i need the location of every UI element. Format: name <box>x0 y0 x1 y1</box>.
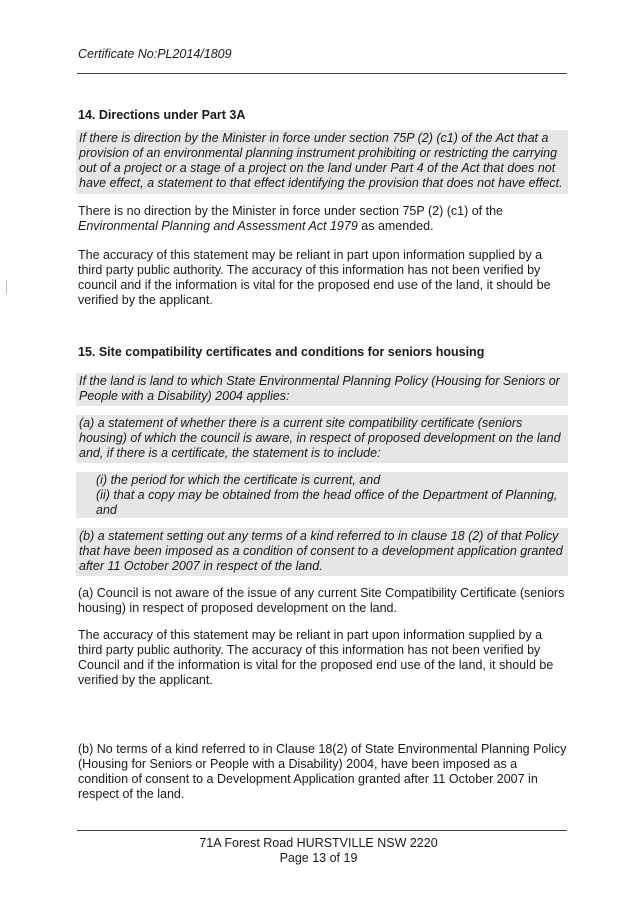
certificate-number: Certificate No:PL2014/1809 <box>78 47 232 61</box>
section-14-title: 14. Directions under Part 3A <box>78 108 246 122</box>
footer-rule <box>77 830 567 831</box>
scan-margin-mark <box>6 280 7 294</box>
section-14-accuracy-note: The accuracy of this statement may be reliant in part upon information supplied by a third party public authority. The accuracy of this information has not been verified by council and if the information is vital for the proposed end use of the land, it should be verified by the applicant. <box>78 248 551 307</box>
page-number: Page 13 of 19 <box>279 851 358 865</box>
header-rule <box>77 73 567 74</box>
statement-end: as amended. <box>357 219 434 233</box>
section-15-requirement-items: (i) the period for which the certificate is current, and (ii) that a copy may be obtained from the head office of the Department of Planning, and <box>76 472 568 518</box>
section-15-intro: If the land is land to which State Environmental Planning Policy (Housing for Seniors or People with a Disability) 2004 applies: <box>76 373 568 406</box>
footer-address: 71A Forest Road HURSTVILLE NSW 2220 <box>199 836 438 850</box>
section-14-statement <box>78 204 568 234</box>
statement-text: There is no direction by the Minister in force under section 75P (2) (c1) of the <box>78 204 503 218</box>
section-15-response-b: (b) No terms of a kind referred to in Clause 18(2) of State Environmental Planning Policy (Housing for Seniors or People with a Disability) 2004, have been imposed as a condition of consent to a Development Application granted after 11 October 2007 in respect of the land. <box>78 742 567 801</box>
section-15-accuracy-note: The accuracy of this statement may be reliant in part upon information supplied by a third party public authority. The accuracy of this information has not been verified by Council and if the information is vital for the proposed end use of the land, it should be verified by the applicant. <box>78 628 554 687</box>
section-15-response-a: (a) Council is not aware of the issue of any current Site Compatibility Certificate (seniors housing) in respect of proposed development on the land. <box>78 586 565 615</box>
section-15-title: 15. Site compatibility certificates and conditions for seniors housing <box>78 345 485 359</box>
section-15-requirement-b: (b) a statement setting out any terms of a kind referred to in clause 18 (2) of that Policy that have been imposed as a condition of consent to a development application granted after 11 October 2007 in respect of the land. <box>76 528 568 576</box>
section-14-requirement: If there is direction by the Minister in force under section 75P (2) (c1) of the Act that a provision of an environmental planning instrument prohibiting or restricting the carrying out of a project or a stage of a project on the land under Part 4 of the Act that does not have effect, a statement to that effect identifying the provision that does not have effect. <box>76 130 568 194</box>
act-name: Environmental Planning and Assessment Act 1979 <box>78 219 358 233</box>
section-15-requirement-a: (a) a statement of whether there is a current site compatibility certificate (seniors housing) of which the council is aware, in respect of proposed development on the land and, if there is a certificate, the statement is to include: <box>76 415 568 463</box>
